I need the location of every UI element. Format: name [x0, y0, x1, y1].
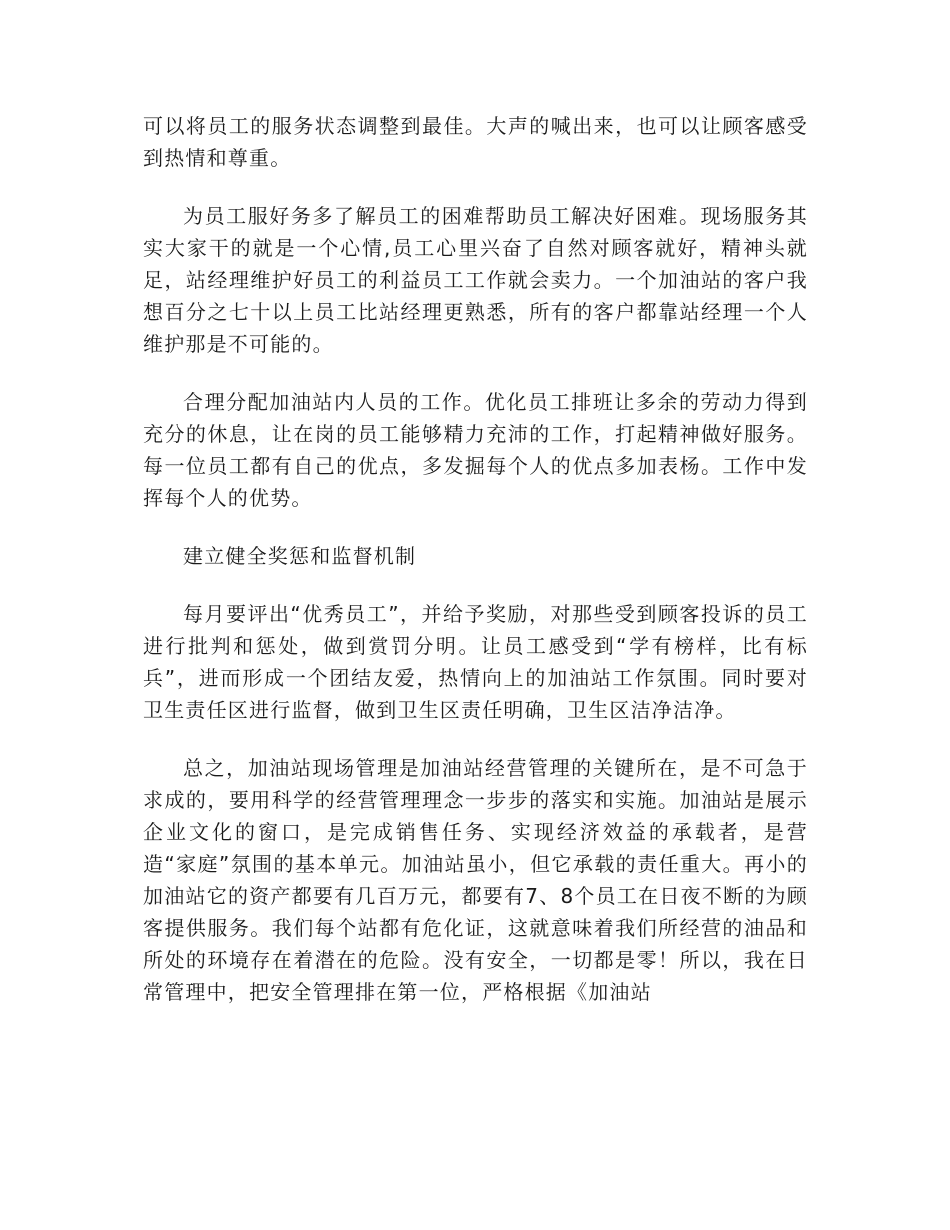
- paragraph-continuation: 可以将员工的服务状态调整到最佳。大声的喊出来，也可以让顾客感受到热情和尊重。: [143, 114, 808, 170]
- paragraph-summary: 总之，加油站现场管理是加油站经营管理的关键所在，是不可急于求成的，要用科学的经营管理理念一步步的落实和实施。加油站是展示企业文化的窗口，是完成销售任务、实现经济效益的承载者，是营造“家庭”氛围的基本单元。加油站虽小，但它承载的责任重大。再小的加油站它的资产都要有几百万元，都要有7、8个员工在日夜不断的为顾客提供服务。我们每个站都有危化证，这就意味着我们所经营的油品和所处的环境存在着潜在的危险。没有安全，一切都是零！所以，我在日常管理中，把安全管理排在第一位，严格根据《加油站: [143, 756, 808, 1004]
- paragraph-employee-service: 为员工服好务多了解员工的困难帮助员工解决好困难。现场服务其实大家干的就是一个心情,员工心里兴奋了自然对顾客就好，精神头就足，站经理维护好员工的利益员工工作就会卖力。一个加油站的客户我想百分之七十以上员工比站经理更熟悉，所有的客户都靠站经理一个人维护那是不可能的。: [143, 204, 808, 356]
- section-heading: 建立健全奖惩和监督机制: [183, 544, 417, 568]
- paragraph-staff-allocation: 合理分配加油站内人员的工作。优化员工排班让多余的劳动力得到充分的休息，让在岗的员工能够精力充沛的工作，打起精神做好服务。每一位员工都有自己的优点，多发掘每个人的优点多加表杨。工作中发挥每个人的优势。: [143, 390, 808, 510]
- document-body: [143, 110, 808, 1034]
- paragraph-rewards: 每月要评出“优秀员工”，并给予奖励，对那些受到顾客投诉的员工进行批判和惩处，做到赏罚分明。让员工感受到“学有榜样，比有标兵”，进而形成一个团结友爱，热情向上的加油站工作氛围。同时要对卫生责任区进行监督，做到卫生区责任明确，卫生区洁净洁净。: [143, 602, 808, 722]
